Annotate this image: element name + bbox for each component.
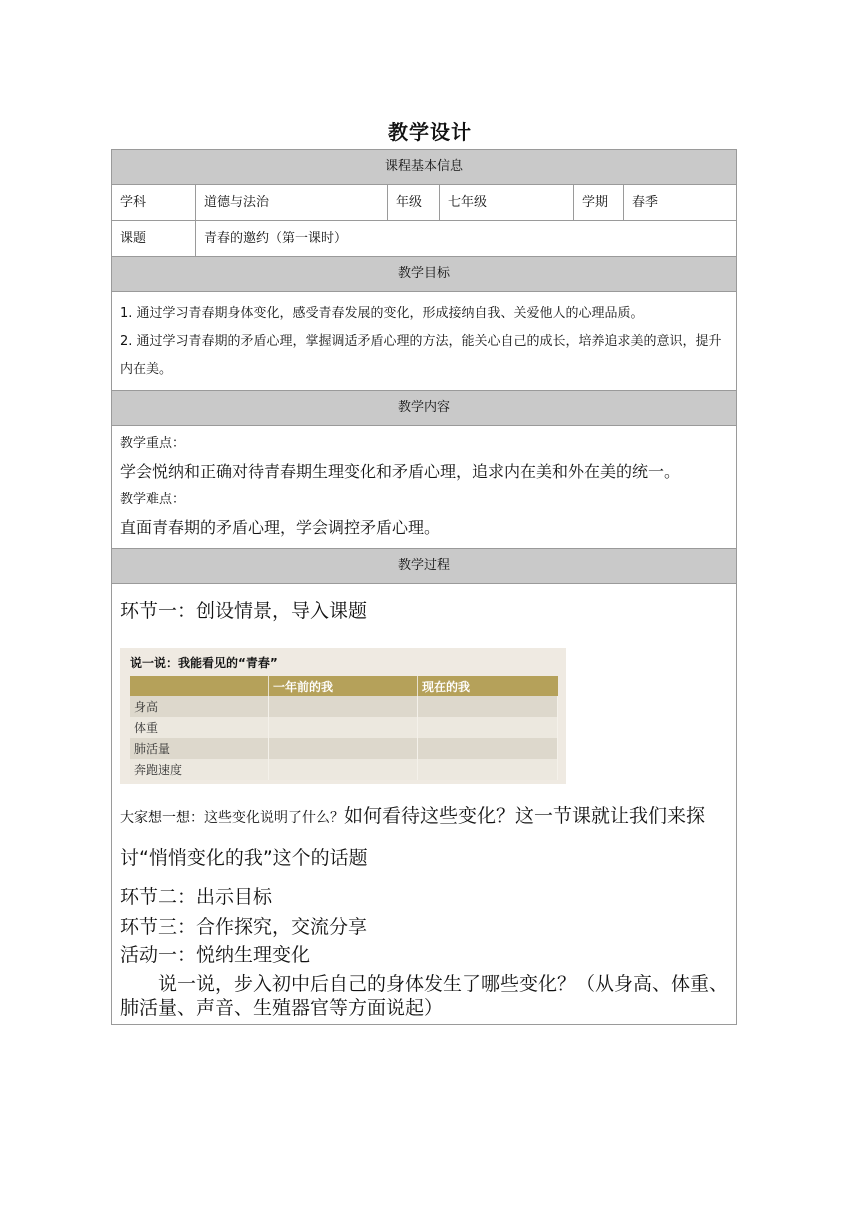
step-2-heading: 环节二：出示目标 xyxy=(120,886,273,908)
growth-comparison-table xyxy=(130,676,558,780)
term-label: 学期 xyxy=(574,185,624,220)
table-row xyxy=(130,738,558,759)
difficult-point-text: 直面青春期的矛盾心理，学会调控矛盾心理。 xyxy=(120,518,441,537)
difficult-point-label: 教学难点： xyxy=(120,492,186,507)
section-content: 教学内容 xyxy=(112,391,736,426)
topic-label: 课题 xyxy=(112,221,196,256)
key-point-label: 教学重点： xyxy=(120,436,186,451)
grade-label: 年级 xyxy=(388,185,440,220)
discussion-prompt: 说一说，步入初中后自己的身体发生了哪些变化？（从身高、体重、肺活量、声音、生殖器官等方面说起） xyxy=(120,973,729,1019)
row-label-weight: 体重 xyxy=(130,717,269,738)
document-title: 教学设计 xyxy=(388,120,472,144)
think-prompt xyxy=(120,796,728,878)
image-header-blank xyxy=(130,676,269,696)
image-header-now: 现在的我 xyxy=(418,676,558,696)
content-cell xyxy=(112,426,736,549)
process-cell xyxy=(112,584,736,1024)
table-row xyxy=(130,759,558,780)
subject-value: 道德与法治 xyxy=(196,185,388,220)
think-prompt-large: 如何看待这些变化？这一节课就让我们来探讨“悄悄变化的我”这个的话题 xyxy=(120,805,706,869)
table-row xyxy=(130,696,558,717)
row-label-height: 身高 xyxy=(130,696,269,717)
row-label-running-speed: 奔跑速度 xyxy=(130,759,269,780)
key-point-text: 学会悦纳和正确对待青春期生理变化和矛盾心理，追求内在美和外在美的统一。 xyxy=(120,462,681,481)
goal-item-2: 2. 通过学习青春期的矛盾心理，掌握调适矛盾心理的方法，能关心自己的成长，培养追求美的意识，提升内在美。 xyxy=(120,334,722,377)
info-row-topic xyxy=(112,221,736,257)
grade-value: 七年级 xyxy=(440,185,574,220)
growth-comparison-image xyxy=(120,648,566,784)
row-label-lung-capacity: 肺活量 xyxy=(130,738,269,759)
image-table-header xyxy=(130,676,558,696)
step-1-heading: 环节一：创设情景，导入课题 xyxy=(120,600,368,622)
goals-cell xyxy=(112,292,736,391)
image-caption: 说一说：我能看见的“青春” xyxy=(130,656,278,670)
step-3-heading: 环节三：合作探究，交流分享 xyxy=(120,916,368,938)
lesson-plan-table xyxy=(111,149,737,1025)
goal-item-1: 1. 通过学习青春期身体变化，感受青春发展的变化，形成接纳自我、关爱他人的心理品质。 xyxy=(120,306,644,321)
info-row-subject xyxy=(112,185,736,221)
term-value: 春季 xyxy=(632,195,659,210)
topic-value: 青春的邀约（第一课时） xyxy=(204,231,348,246)
table-row xyxy=(130,717,558,738)
subject-label: 学科 xyxy=(112,185,196,220)
section-goals: 教学目标 xyxy=(112,257,736,292)
activity-1-heading: 活动一：悦纳生理变化 xyxy=(120,944,311,966)
section-basic-info: 课程基本信息 xyxy=(112,150,736,185)
think-prompt-small: 大家想一想：这些变化说明了什么？ xyxy=(120,810,344,826)
image-header-last-year: 一年前的我 xyxy=(269,676,418,696)
section-process: 教学过程 xyxy=(112,549,736,584)
